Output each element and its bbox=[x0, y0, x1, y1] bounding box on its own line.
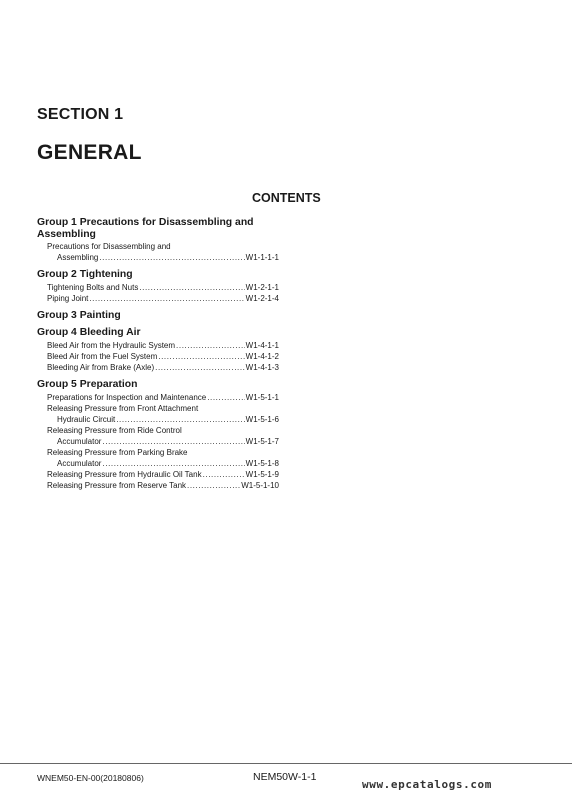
watermark: www.epcatalogs.com bbox=[362, 778, 493, 791]
toc-dot-leader bbox=[139, 282, 244, 293]
toc-entry-page: W1-1-1-1 bbox=[245, 253, 279, 263]
toc-entry-text: Releasing Pressure from Hydraulic Oil Tank bbox=[47, 470, 202, 480]
toc-entry[interactable] bbox=[47, 469, 279, 480]
toc-dot-leader bbox=[102, 458, 244, 469]
toc-dot-leader bbox=[89, 293, 244, 304]
toc-entry-page: W1-2-1-4 bbox=[245, 293, 279, 303]
toc-entry[interactable] bbox=[47, 351, 279, 362]
toc-entry-text-line1: Releasing Pressure from Ride Control bbox=[47, 425, 182, 435]
table-of-contents bbox=[37, 217, 279, 498]
toc-group bbox=[37, 310, 279, 322]
toc-entry-text-line1: Releasing Pressure from Parking Brake bbox=[47, 448, 188, 458]
toc-dot-leader bbox=[207, 392, 244, 403]
toc-dot-leader bbox=[176, 340, 245, 351]
toc-entry[interactable] bbox=[47, 282, 279, 293]
toc-dot-leader bbox=[203, 469, 245, 480]
contents-heading: CONTENTS bbox=[252, 191, 321, 205]
toc-entry-text: Accumulator bbox=[57, 459, 102, 469]
toc-dot-leader bbox=[116, 414, 244, 425]
toc-entry[interactable] bbox=[47, 392, 279, 403]
toc-entry-text: Piping Joint bbox=[47, 293, 89, 303]
toc-entry[interactable] bbox=[47, 340, 279, 351]
toc-group-title: Group 4 Bleeding Air bbox=[37, 327, 141, 339]
toc-entry[interactable] bbox=[47, 480, 279, 491]
toc-entry-text-line1: Releasing Pressure from Front Attachment bbox=[47, 403, 199, 413]
toc-entry-text: Tightening Bolts and Nuts bbox=[47, 282, 139, 292]
toc-entry-page: W1-5-1-1 bbox=[245, 392, 279, 402]
toc-entry[interactable] bbox=[47, 293, 279, 304]
toc-entry-text: Accumulator bbox=[57, 437, 102, 447]
toc-entry-page: W1-4-1-2 bbox=[245, 351, 279, 361]
toc-dot-leader bbox=[99, 252, 244, 263]
toc-group-title: Group 2 Tightening bbox=[37, 269, 133, 281]
toc-entry-text: Assembling bbox=[57, 253, 99, 263]
toc-entry[interactable] bbox=[47, 241, 279, 263]
toc-entry-page: W1-5-1-7 bbox=[245, 437, 279, 447]
toc-entry[interactable] bbox=[47, 403, 279, 425]
section-title: GENERAL bbox=[37, 141, 142, 164]
toc-entry-text: Preparations for Inspection and Maintenance bbox=[47, 392, 207, 402]
toc-dot-leader bbox=[155, 362, 245, 373]
footer-divider bbox=[0, 763, 572, 764]
toc-group bbox=[37, 379, 279, 491]
toc-entry-page: W1-2-1-1 bbox=[245, 282, 279, 292]
toc-entry-page: W1-4-1-3 bbox=[245, 363, 279, 373]
toc-group-title: Group 3 Painting bbox=[37, 309, 121, 321]
footer-doc-code: WNEM50-EN-00(20180806) bbox=[37, 773, 144, 783]
toc-entry[interactable] bbox=[47, 362, 279, 373]
toc-group bbox=[37, 269, 279, 304]
footer-page-id: NEM50W-1-1 bbox=[253, 771, 317, 783]
toc-entry-page: W1-4-1-1 bbox=[245, 340, 279, 350]
toc-entry-page: W1-5-1-10 bbox=[241, 481, 279, 491]
toc-dot-leader bbox=[187, 480, 240, 491]
toc-group-title: Group 1 Precautions for Disassembling and Assembling bbox=[37, 217, 254, 240]
toc-entry-text: Bleed Air from the Hydraulic System bbox=[47, 340, 176, 350]
toc-dot-leader bbox=[158, 351, 244, 362]
toc-group bbox=[37, 217, 279, 263]
toc-entry-page: W1-5-1-9 bbox=[245, 470, 279, 480]
toc-entry-text: Bleeding Air from Brake (Axle) bbox=[47, 363, 155, 373]
toc-dot-leader bbox=[102, 436, 244, 447]
toc-entry[interactable] bbox=[47, 425, 279, 447]
toc-group-title: Group 5 Preparation bbox=[37, 379, 138, 391]
toc-group bbox=[37, 327, 279, 373]
toc-entry[interactable] bbox=[47, 447, 279, 469]
toc-entry-page: W1-5-1-8 bbox=[245, 459, 279, 469]
toc-entry-text: Bleed Air from the Fuel System bbox=[47, 351, 158, 361]
toc-entry-text: Releasing Pressure from Reserve Tank bbox=[47, 481, 187, 491]
toc-entry-page: W1-5-1-6 bbox=[245, 414, 279, 424]
toc-entry-text: Hydraulic Circuit bbox=[57, 414, 116, 424]
section-label: SECTION 1 bbox=[37, 106, 124, 123]
toc-entry-text-line1: Precautions for Disassembling and bbox=[47, 242, 171, 251]
